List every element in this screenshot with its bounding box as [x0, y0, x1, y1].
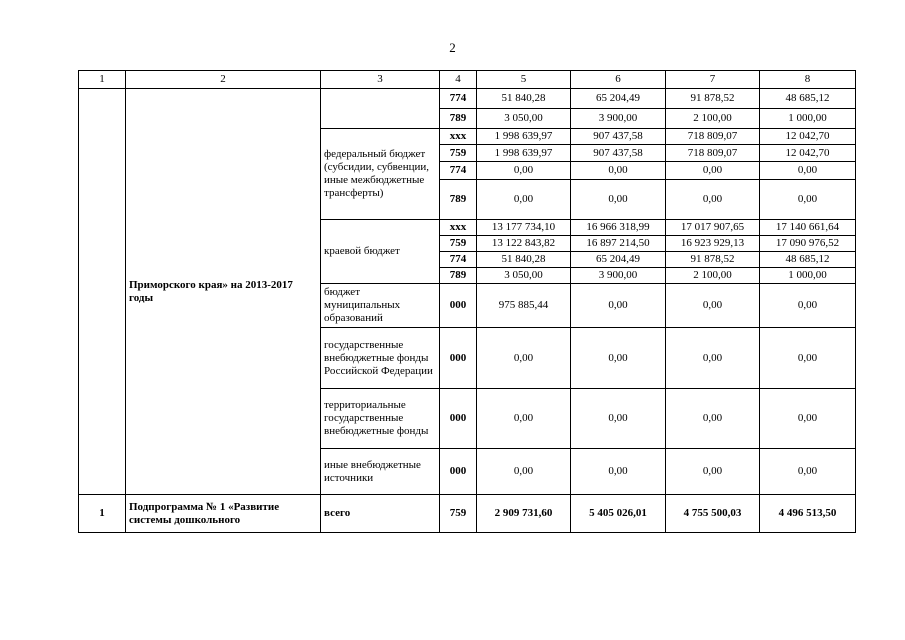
code-cell: 000 [440, 389, 477, 449]
value-cell: 65 204,49 [571, 89, 666, 109]
value-cell: 0,00 [571, 180, 666, 220]
value-cell: 0,00 [571, 449, 666, 495]
header-cell: 1 [79, 71, 126, 89]
value-cell: 0,00 [477, 328, 571, 389]
code-cell: 000 [440, 328, 477, 389]
value-cell: 0,00 [666, 180, 760, 220]
source-cell-federal: федеральный бюджет (субсидии, субвенции, иные межбюджетные трансферты) [321, 129, 440, 220]
value-cell: 0,00 [666, 328, 760, 389]
code-cell: 774 [440, 252, 477, 268]
header-cell: 4 [440, 71, 477, 89]
value-cell: 0,00 [760, 449, 856, 495]
page-number: 2 [449, 40, 456, 55]
value-cell: 0,00 [666, 389, 760, 449]
header-cell: 8 [760, 71, 856, 89]
value-cell: 0,00 [666, 449, 760, 495]
value-cell: 65 204,49 [571, 252, 666, 268]
value-cell: 16 966 318,99 [571, 220, 666, 236]
value-cell: 12 042,70 [760, 145, 856, 162]
value-cell: 0,00 [477, 389, 571, 449]
value-cell: 907 437,58 [571, 129, 666, 145]
value-cell: 16 897 214,50 [571, 236, 666, 252]
value-cell: 51 840,28 [477, 89, 571, 109]
budget-table [78, 70, 856, 533]
subprogram-code: 759 [440, 495, 477, 533]
value-cell: 907 437,58 [571, 145, 666, 162]
value-cell: 1 000,00 [760, 268, 856, 284]
value-cell: 3 900,00 [571, 268, 666, 284]
code-cell: 789 [440, 109, 477, 129]
source-cell-municipal: бюджет муниципальных образований [321, 284, 440, 328]
value-cell: 0,00 [571, 328, 666, 389]
subprogram-value: 5 405 026,01 [571, 495, 666, 533]
row-number-cell [79, 89, 126, 495]
value-cell: 975 885,44 [477, 284, 571, 328]
value-cell: 3 050,00 [477, 109, 571, 129]
source-cell-other: иные внебюджетные источники [321, 449, 440, 495]
code-cell: 789 [440, 180, 477, 220]
header-cell: 6 [571, 71, 666, 89]
code-cell: 759 [440, 236, 477, 252]
code-cell: 774 [440, 89, 477, 109]
value-cell: 0,00 [571, 162, 666, 180]
value-cell: 51 840,28 [477, 252, 571, 268]
header-cell: 5 [477, 71, 571, 89]
code-cell: 789 [440, 268, 477, 284]
program-name-cell: Приморского края» на 2013-2017 годы [126, 89, 321, 495]
value-cell: 1 000,00 [760, 109, 856, 129]
value-cell: 0,00 [477, 162, 571, 180]
code-cell: 759 [440, 145, 477, 162]
value-cell: 0,00 [760, 328, 856, 389]
value-cell: 2 100,00 [666, 268, 760, 284]
header-cell: 3 [321, 71, 440, 89]
source-cell-state-funds: государственные внебюджетные фонды Российской Федерации [321, 328, 440, 389]
value-cell: 17 017 907,65 [666, 220, 760, 236]
value-cell: 1 998 639,97 [477, 145, 571, 162]
value-cell: 0,00 [571, 389, 666, 449]
code-cell: xxx [440, 220, 477, 236]
source-cell [321, 89, 440, 129]
subprogram-source: всего [321, 495, 440, 533]
code-cell: 000 [440, 449, 477, 495]
subprogram-row [79, 495, 856, 533]
header-row [79, 71, 856, 89]
value-cell: 0,00 [760, 389, 856, 449]
header-cell: 7 [666, 71, 760, 89]
value-cell: 17 140 661,64 [760, 220, 856, 236]
table-row [79, 89, 856, 109]
value-cell: 0,00 [477, 180, 571, 220]
value-cell: 3 050,00 [477, 268, 571, 284]
header-cell: 2 [126, 71, 321, 89]
value-cell: 91 878,52 [666, 252, 760, 268]
value-cell: 3 900,00 [571, 109, 666, 129]
value-cell: 0,00 [760, 162, 856, 180]
value-cell: 13 177 734,10 [477, 220, 571, 236]
subprogram-name: Подпрограмма № 1 «Развитие системы дошкольного [126, 495, 321, 533]
subprogram-value: 4 755 500,03 [666, 495, 760, 533]
value-cell: 2 100,00 [666, 109, 760, 129]
subprogram-value: 2 909 731,60 [477, 495, 571, 533]
value-cell: 0,00 [666, 162, 760, 180]
value-cell: 718 809,07 [666, 145, 760, 162]
subprogram-value: 4 496 513,50 [760, 495, 856, 533]
value-cell: 0,00 [477, 449, 571, 495]
value-cell: 91 878,52 [666, 89, 760, 109]
value-cell: 48 685,12 [760, 252, 856, 268]
source-cell-regional: краевой бюджет [321, 220, 440, 284]
value-cell: 0,00 [666, 284, 760, 328]
value-cell: 12 042,70 [760, 129, 856, 145]
value-cell: 48 685,12 [760, 89, 856, 109]
value-cell: 13 122 843,82 [477, 236, 571, 252]
value-cell: 17 090 976,52 [760, 236, 856, 252]
code-cell: xxx [440, 129, 477, 145]
value-cell: 0,00 [571, 284, 666, 328]
source-cell-territorial-funds: территориальные государственные внебюджетные фонды [321, 389, 440, 449]
value-cell: 16 923 929,13 [666, 236, 760, 252]
value-cell: 718 809,07 [666, 129, 760, 145]
value-cell: 1 998 639,97 [477, 129, 571, 145]
value-cell: 0,00 [760, 284, 856, 328]
subprogram-number: 1 [79, 495, 126, 533]
value-cell: 0,00 [760, 180, 856, 220]
code-cell: 000 [440, 284, 477, 328]
code-cell: 774 [440, 162, 477, 180]
